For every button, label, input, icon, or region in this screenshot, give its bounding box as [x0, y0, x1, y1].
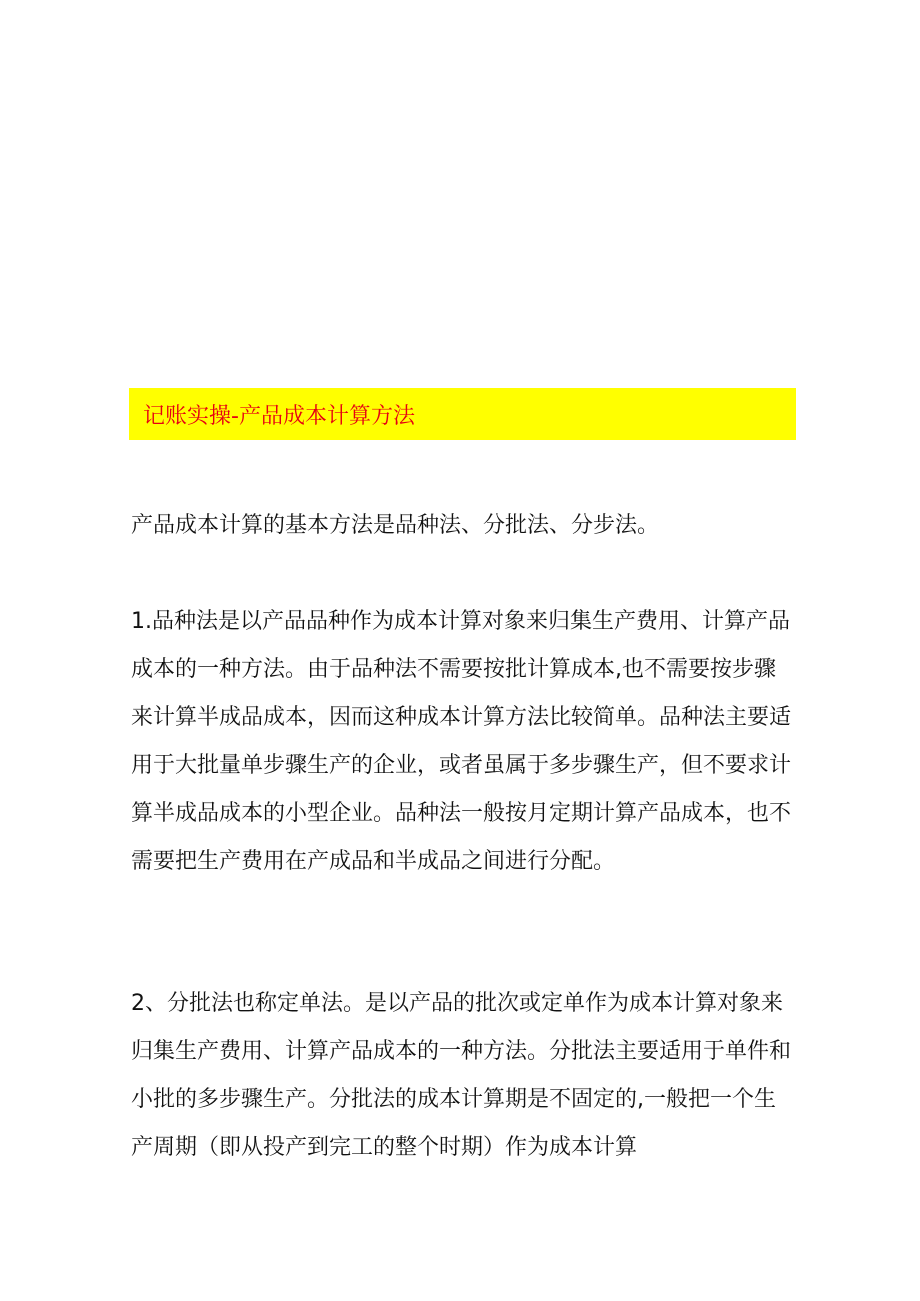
title-highlight-bar: [129, 388, 796, 440]
paragraph-product-variety-method: 1.品种法是以产品品种作为成本计算对象来归集生产费用、计算产品成本的一种方法。由于品种法不需要按批计算成本,也不需要按步骤来计算半成品成本，因而这种成本计算方法比较简单。品种法主要适用于大批量单步骤生产的企业，或者虽属于多步骤生产，但不要求计算半成品成本的小型企业。品种法一般按月定期计算产品成本，也不需要把生产费用在产成品和半成品之间进行分配。: [131, 609, 792, 874]
document-title: 记账实操-产品成本计算方法: [143, 403, 415, 429]
intro-paragraph: 产品成本计算的基本方法是品种法、分批法、分步法。: [131, 513, 660, 538]
paragraph-batch-method: 2、分批法也称定单法。是以产品的批次或定单作为成本计算对象来归集生产费用、计算产品成本的一种方法。分批法主要适用于单件和小批的多步骤生产。分批法的成本计算期是不固定的,一般把一个生产周期（即从投产到完工的整个时期）作为成本计算: [131, 991, 792, 1160]
